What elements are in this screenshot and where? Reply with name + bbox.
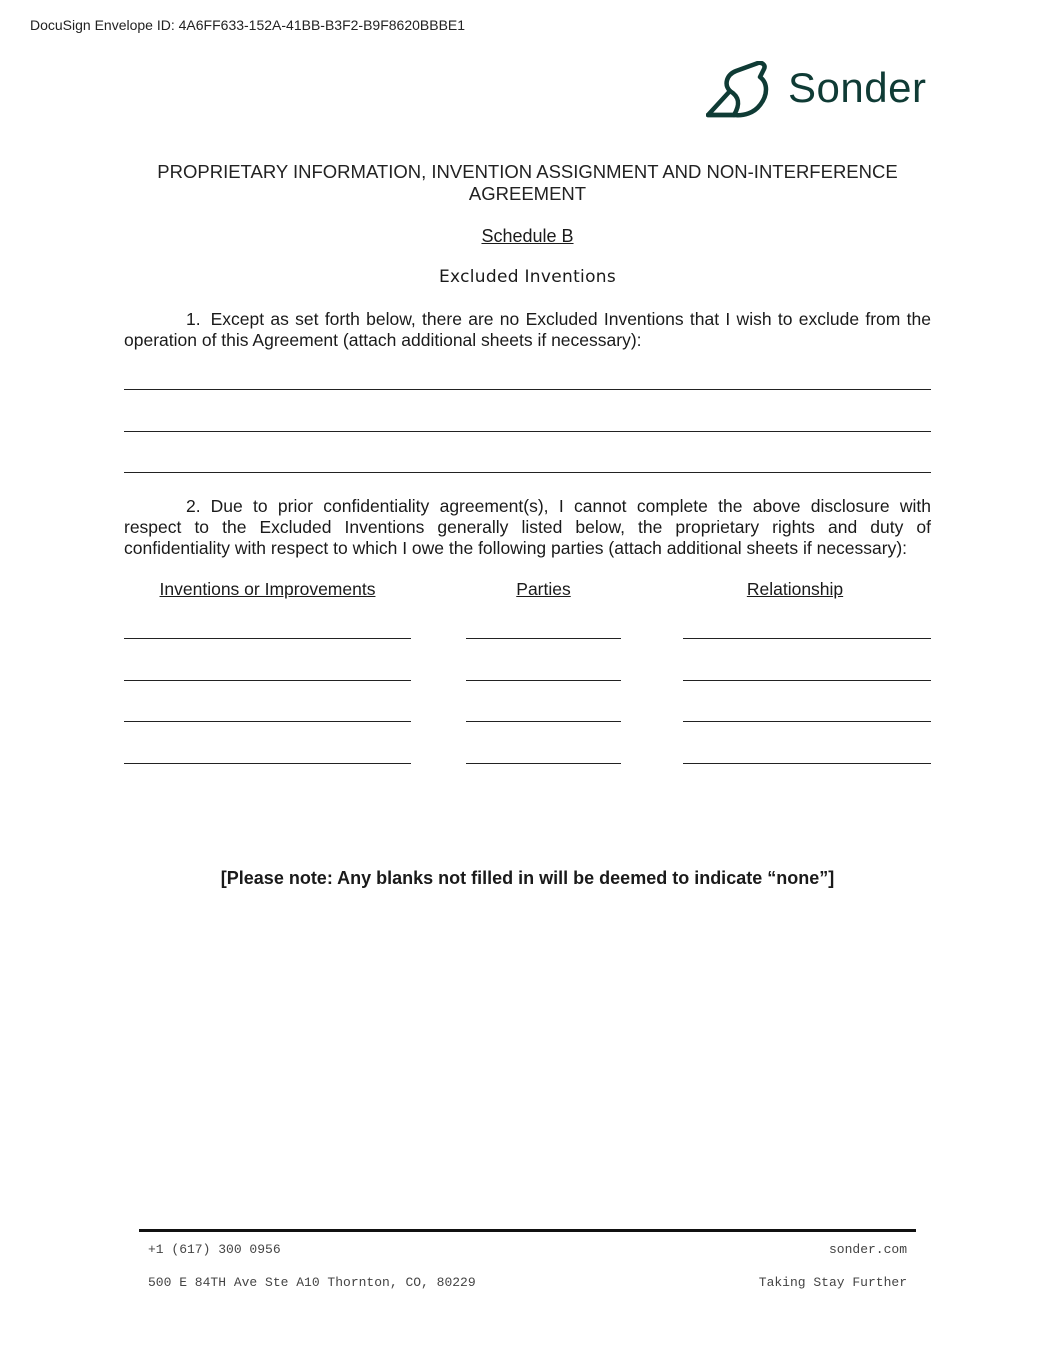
footer-phone: +1 (617) 300 0956 <box>148 1242 281 1257</box>
relationship-blank-line[interactable] <box>683 763 931 764</box>
parties-blank-line[interactable] <box>466 763 621 764</box>
column-header-parties: Parties <box>516 579 571 599</box>
footer-tagline: Taking Stay Further <box>758 1275 907 1290</box>
document-title: PROPRIETARY INFORMATION, INVENTION ASSIGNMENT AND NON-INTERFERENCE AGREEMENT <box>157 161 898 204</box>
parties-blank-line[interactable] <box>466 721 621 722</box>
relationship-blank-line[interactable] <box>683 721 931 722</box>
footer-website[interactable]: sonder.com <box>828 1242 907 1257</box>
parties-blank-line[interactable] <box>466 638 621 639</box>
logo-wordmark: Sonder <box>788 64 927 111</box>
paragraph-2-number: 2. <box>186 496 201 516</box>
inventions-blank-line[interactable] <box>124 763 411 764</box>
schedule-heading <box>120 226 935 247</box>
docusign-envelope-id: DocuSign Envelope ID: 4A6FF633-152A-41BB-B3F2-B9F8620BBBE1 <box>30 17 466 33</box>
paragraph-2 <box>124 496 931 559</box>
section-heading: Excluded Inventions <box>439 267 616 287</box>
inventions-blank-line[interactable] <box>124 638 411 639</box>
blank-line[interactable] <box>124 389 931 390</box>
paragraph-1 <box>124 309 931 351</box>
blank-line[interactable] <box>124 472 931 473</box>
paragraph-1-number: 1. <box>186 309 201 329</box>
inventions-blank-line[interactable] <box>124 721 411 722</box>
bird-logo-icon <box>706 61 776 119</box>
footer-address: 500 E 84TH Ave Ste A10 Thornton, CO, 80229 <box>148 1275 476 1290</box>
blanks-note: [Please note: Any blanks not filled in will be deemed to indicate “none”] <box>220 868 835 888</box>
inventions-blank-line[interactable] <box>124 680 411 681</box>
paragraph-2-text: Due to prior confidentiality agreement(s), I cannot complete the above disclosure with respect to the Excluded Inventions generally listed below, the proprietary rights and duty of confidentiality with respect to which I owe the following parties (attach additional sheets if necessary): <box>124 496 931 558</box>
column-header-inventions: Inventions or Improvements <box>159 579 376 599</box>
column-header-relationship: Relationship <box>746 579 844 599</box>
footer-divider <box>139 1229 916 1232</box>
paragraph-1-text: Except as set forth below, there are no Excluded Inventions that I wish to exclude from the operation of this Agreement (attach additional sheets if necessary): <box>124 309 931 350</box>
parties-blank-line[interactable] <box>466 680 621 681</box>
schedule-label: Schedule B <box>481 226 574 246</box>
sonder-logo <box>706 60 932 120</box>
relationship-blank-line[interactable] <box>683 638 931 639</box>
relationship-blank-line[interactable] <box>683 680 931 681</box>
blank-line[interactable] <box>124 431 931 432</box>
